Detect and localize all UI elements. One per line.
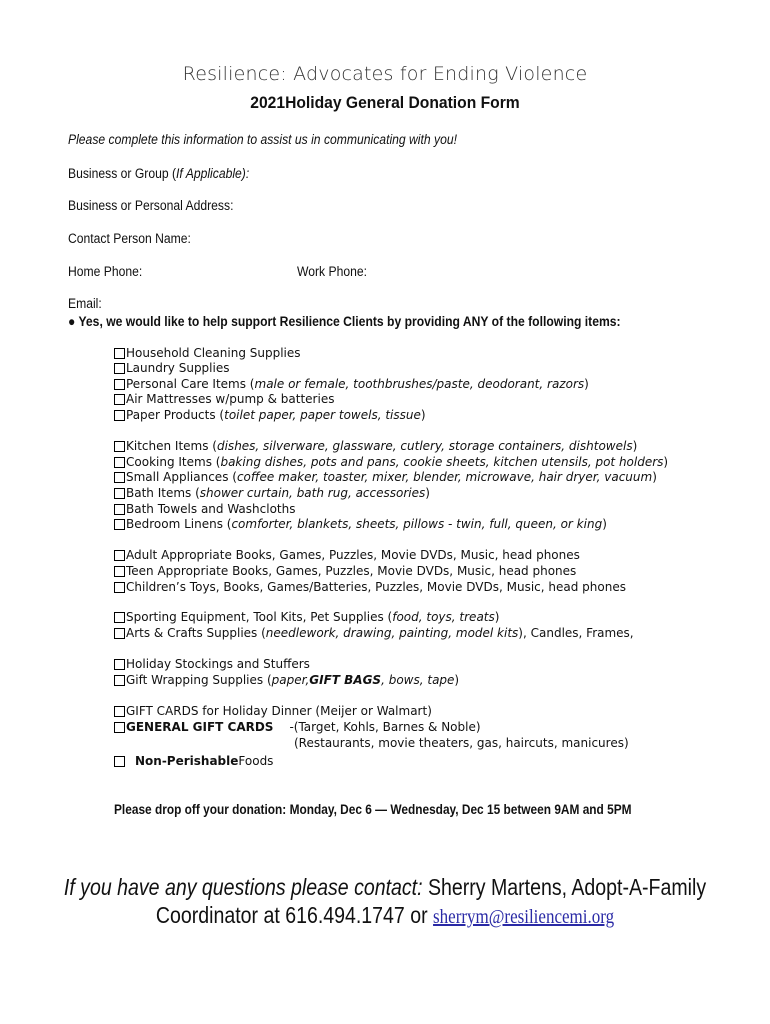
item-note: , bows, tape [381,673,455,687]
checkbox-teen[interactable] [114,564,576,579]
intro-text: Please complete this information to assist us in communicating with you! [68,132,457,147]
checkbox-laundry[interactable] [114,361,229,376]
item-note: dishes, silverware, glassware, cutlery, storage containers, dishtowels [216,439,633,453]
item-note: shower curtain, bath rug, accessories [199,486,426,500]
checkbox-icon[interactable] [114,457,125,468]
checkbox-personal-care[interactable]: Personal Care Items ( male or female, toothbrushes/paste, deodorant, razors ) [114,377,589,392]
contact-line-2 [58,902,713,929]
contact-line-1 [58,874,713,901]
item-note: -(Target, Kohls, Barnes & Noble) [289,720,481,734]
checkbox-cooking[interactable]: Cooking Items ( baking dishes, pots and pans, cookie sheets, kitchen utensils, pot holders ) [114,455,668,470]
item-label-bold: Non-Perishable [135,754,239,768]
item-label: Small Appliances ( [126,470,237,484]
item-label: Air Mattresses w/pump & batteries [126,392,335,406]
item-note: toilet paper, paper towels, tissue [224,408,421,422]
checkbox-icon[interactable] [114,756,125,767]
checkbox-general-gift-cards[interactable] [114,720,481,735]
checkbox-icon[interactable] [114,410,125,421]
checkbox-icon[interactable] [114,394,125,405]
item-label: Holiday Stockings and Stuffers [126,657,310,671]
checkbox-adult[interactable] [114,548,580,563]
drop-off-note: Please drop off your donation: Monday, Dec 6 — Wednesday, Dec 15 between 9AM and 5PM [114,802,632,817]
checkbox-icon[interactable] [114,675,125,686]
email-field: Email: [68,296,102,311]
item-label: Foods [238,754,274,768]
checkbox-icon[interactable] [114,519,125,530]
contact-question: If you have any questions please contact: [63,874,423,900]
item-label: Personal Care Items ( [126,377,255,391]
item-note: comforter, blankets, sheets, pillows - twin, full, queen, or king [231,517,603,531]
item-label: Bath Towels and Washcloths [126,502,296,516]
item-label: Bedroom Linens ( [126,517,232,531]
checkbox-bath[interactable]: Bath Items ( shower curtain, bath rug, accessories ) [114,486,430,501]
item-note: coffee maker, toaster, mixer, blender, microwave, hair dryer, vacuum [236,470,653,484]
checkbox-gift-cards-dinner[interactable] [114,704,432,719]
business-group-label: Business or Group ( [68,166,177,181]
item-label: Teen Appropriate Books, Games, Puzzles, Movie DVDs, Music, head phones [126,564,577,578]
item-note: male or female, toothbrushes/paste, deodorant, razors [254,377,585,391]
checkbox-linens[interactable]: Bedroom Linens ( comforter, blankets, sheets, pillows - twin, full, queen, or king ) [114,517,607,532]
contact-name-field: Contact Person Name: [68,231,191,246]
email-link[interactable]: sherrym@resiliencemi.org [433,906,615,928]
item-label: Paper Products ( [126,408,225,422]
item-tail: ), Candles, Frames, [518,626,634,640]
business-group-note: If Applicable): [176,166,250,181]
organization-name: Resilience: Advocates for Ending Violence [182,63,588,85]
checkbox-paper[interactable]: Paper Products ( toilet paper, paper towels, tissue ) [114,408,426,423]
work-phone-field: Work Phone: [297,264,368,279]
checkbox-icon[interactable] [114,348,125,359]
checkbox-icon[interactable] [114,706,125,717]
checkbox-icon[interactable] [114,488,125,499]
gift-cards-more: (Restaurants, movie theaters, gas, haircuts, manicures) [294,736,629,750]
checkbox-non-perishable[interactable] [114,754,273,768]
yes-statement: ● Yes, we would like to help support Resilience Clients by providing ANY of the following items: [68,314,621,329]
checkbox-icon[interactable] [114,566,125,577]
checkbox-arts[interactable] [114,626,634,641]
home-phone-field: Home Phone: [68,264,143,279]
checkbox-icon[interactable] [114,628,125,639]
checkbox-gift-wrap[interactable]: Gift Wrapping Supplies ( paper, GIFT BAGS , bows, tape ) [114,673,459,688]
checkbox-appliances[interactable]: Small Appliances ( coffee maker, toaster, mixer, blender, microwave, hair dryer, vacuum ) [114,470,657,485]
item-label: Children’s Toys, Books, Games/Batteries, Puzzles, Movie DVDs, Music, head phones [126,580,626,594]
checkbox-household[interactable] [114,346,301,361]
checkbox-icon[interactable] [114,659,125,670]
checkbox-sporting[interactable]: Sporting Equipment, Tool Kits, Pet Supplies ( food, toys, treats ) [114,610,499,625]
checkbox-kitchen[interactable]: Kitchen Items ( dishes, silverware, glassware, cutlery, storage containers, dishtowels ) [114,439,637,454]
contact-name: Sherry Martens, Adopt-A-Family [422,874,707,900]
checkbox-icon[interactable] [114,472,125,483]
item-note: food, toys, treats [392,610,495,624]
checkbox-towels[interactable] [114,502,295,517]
checkbox-icon[interactable] [114,582,125,593]
item-label: GIFT CARDS for Holiday Dinner (Meijer or Walmart) [126,704,432,718]
item-note: needlework, drawing, painting, model kits [265,626,519,640]
item-label: Arts & Crafts Supplies ( [126,626,266,640]
checkbox-children[interactable] [114,580,626,595]
checkbox-icon[interactable] [114,363,125,374]
item-label: Cooking Items ( [126,455,221,469]
item-label: Kitchen Items ( [126,439,217,453]
checkbox-icon[interactable] [114,722,125,733]
checkbox-icon[interactable] [114,612,125,623]
item-label: Sporting Equipment, Tool Kits, Pet Supplies ( [126,610,393,624]
checkbox-icon[interactable] [114,441,125,452]
item-note-bold: GIFT BAGS [309,673,382,687]
item-label: Laundry Supplies [126,361,230,375]
address-field: Business or Personal Address: [68,198,234,213]
item-label: GENERAL GIFT CARDS [126,720,274,734]
checkbox-icon[interactable] [114,504,125,515]
item-label: Household Cleaning Supplies [126,346,301,360]
checkbox-icon[interactable] [114,379,125,390]
item-note: baking dishes, pots and pans, cookie sheets, kitchen utensils, pot holders [220,455,664,469]
contact-coordinator: Coordinator at 616.494.1747 or [155,902,434,928]
checkbox-stockings[interactable] [114,657,310,672]
checkbox-icon[interactable] [114,550,125,561]
page-title: 2021Holiday General Donation Form [250,93,520,112]
business-group-field [68,166,249,181]
item-note: paper, [271,673,310,687]
item-label: Bath Items ( [126,486,200,500]
item-label: Gift Wrapping Supplies ( [126,673,272,687]
checkbox-mattresses[interactable] [114,392,334,407]
item-label: Adult Appropriate Books, Games, Puzzles, Movie DVDs, Music, head phones [126,548,580,562]
